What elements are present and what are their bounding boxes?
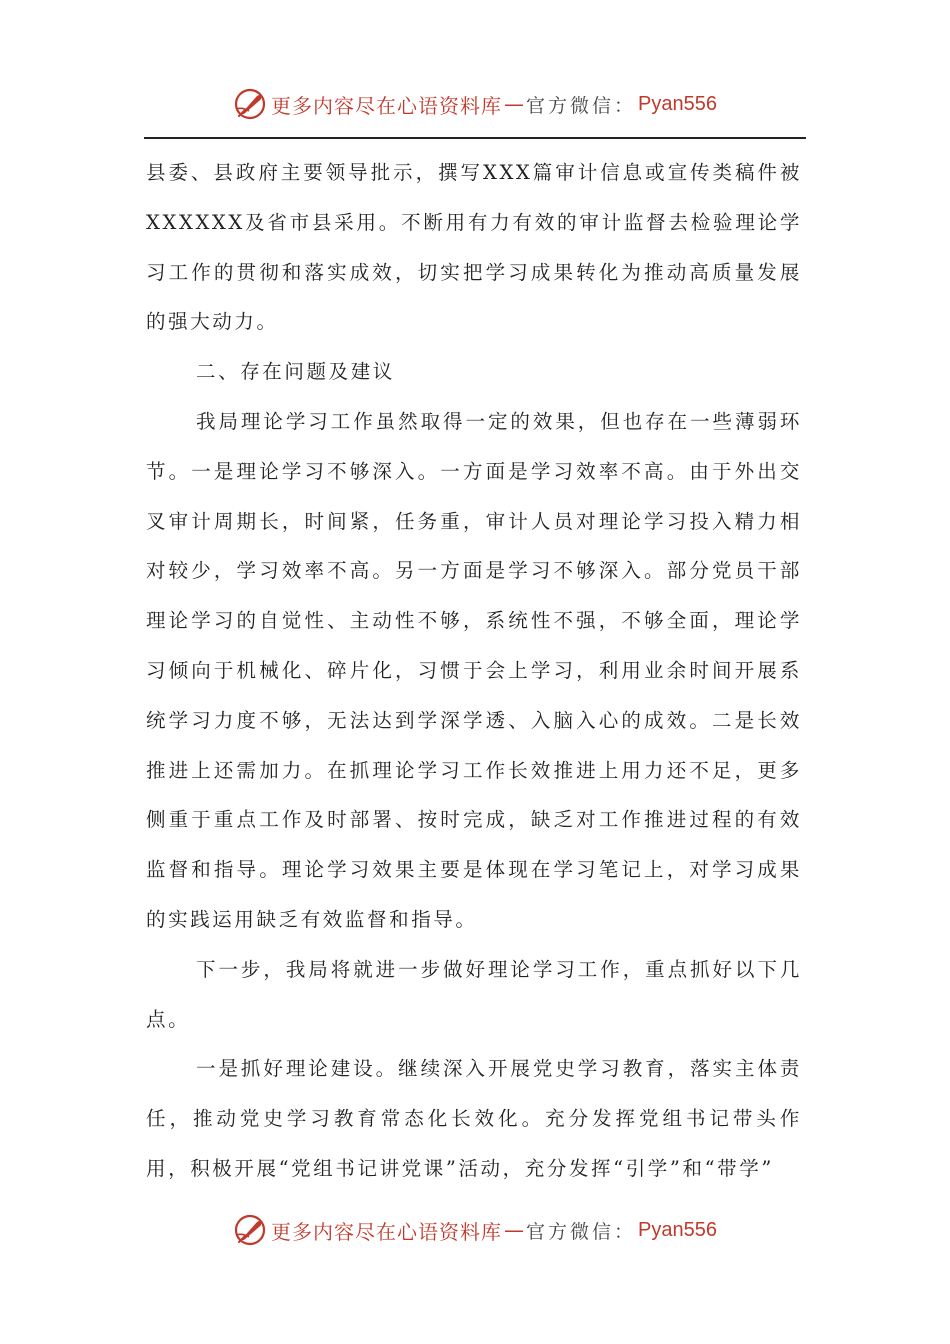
banner-slogan: 更多内容尽在心语资料库 [271,1219,502,1244]
paragraph-theory-building: 一是抓好理论建设。继续深入开展党史学习教育，落实主体责任，推动党史学习教育常态化长效化。充分发挥党组书记带头作用，积极开展“党组书记讲党课”活动，充分发挥“引学”和“带学” [146,1057,802,1180]
banner-wechat-id: Pyan556 [638,92,717,115]
section-heading: 二、存在问题及建议 [196,360,395,384]
header-rule [144,137,806,139]
banner-dash: — [504,92,524,116]
quill-logo-icon [233,87,267,121]
document-body [146,148,802,1194]
quill-logo-icon [233,1213,267,1247]
paragraph-next-steps: 下一步，我局将就进一步做好理论学习工作，重点抓好以下几点。 [146,957,802,1031]
paragraph-continuation: 县委、县政府主要领导批示，撰写XXX篇审计信息或宣传类稿件被XXXXXX及省市县采用。不断用有力有效的审计监督去检验理论学习工作的贯彻和落实成效，切实把学习成果转化为推动高质量发展的强大动力。 [146,161,802,334]
banner-wechat-label: 官方微信： [526,1220,637,1243]
banner-wechat-label: 官方微信： [526,94,637,117]
banner-wechat-id: Pyan556 [638,1218,717,1241]
footer-banner [0,1210,950,1250]
paragraph-problems: 我局理论学习工作虽然取得一定的效果，但也存在一些薄弱环节。一是理论学习不够深入。一方面是学习效率不高。由于外出交叉审计周期长，时间紧，任务重，审计人员对理论学习投入精力相对较少，学习效率不高。另一方面是学习不够深入。部分党员干部理论学习的自觉性、主动性不够，系统性不强，不够全面，理论学习倾向于机械化、碎片化，习惯于会上学习，利用业余时间开展系统学习力度不够，无法达到学深学透、入脑入心的成效。二是长效推进上还需加力。在抓理论学习工作长效推进上用力还不足，更多侧重于重点工作及时部署、按时完成，缺乏对工作推进过程的有效监督和指导。理论学习效果主要是体现在学习笔记上，对学习成果的实践运用缺乏有效监督和指导。 [146,409,802,931]
banner-slogan: 更多内容尽在心语资料库 [271,93,502,118]
header-banner [0,84,950,124]
banner-dash: — [504,1218,524,1242]
